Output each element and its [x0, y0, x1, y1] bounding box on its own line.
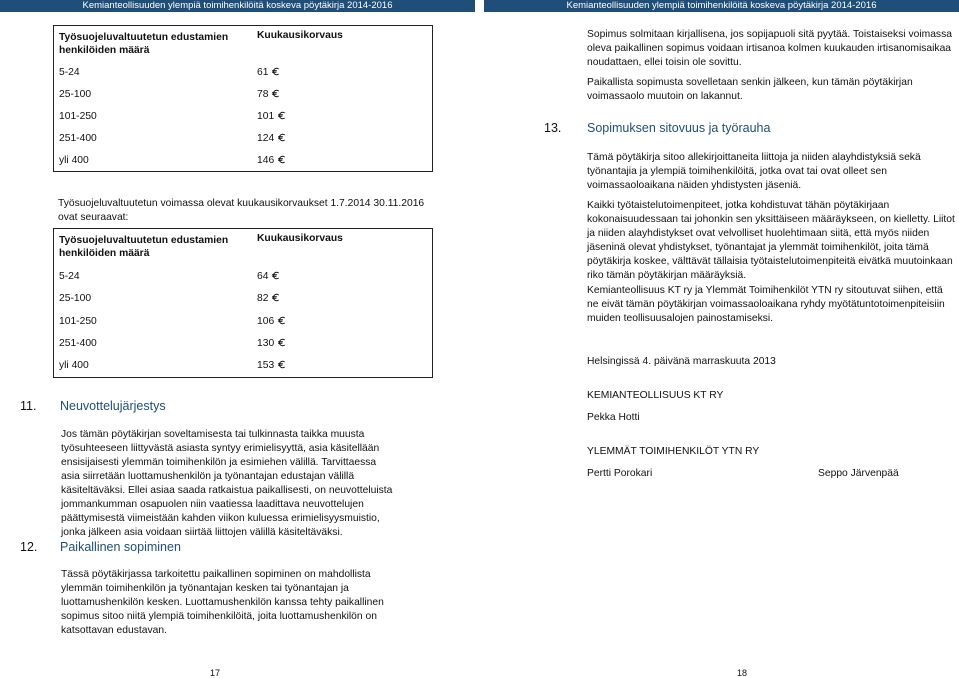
section-13-paragraph-3: Kemianteollisuus KT ry ja Ylemmät Toimihenkilöt YTN ry sitoutuvat siihen, että ne eivät tämän pöytäkirjan voimassaoloaikana ryhdy myötätuntotoimenpiteisiin muiden teollisuusalojen painostamiseksi. [587, 285, 945, 324]
euro-icon [277, 360, 286, 369]
signatory-org-kt: KEMIANTEOLLISUUS KT RY [587, 390, 724, 401]
compensation-intro-text: Työsuojeluvaltuutetun voimassa olevat kuukausikorvaukset 1.7.2014 30.11.2016 ovat seuraavat: [58, 198, 425, 223]
signing-place-date: Helsingissä 4. päivänä marraskuuta 2013 [587, 356, 776, 367]
agreement-validity-paragraph: Paikallista sopimusta sovelletaan senkin jälkeen, kun tämän pöytäkirjan voimassaolo muutoin on lakannut. [587, 77, 913, 102]
signatory-org-ytn: YLEMMÄT TOIMIHENKILÖT YTN RY [587, 446, 760, 457]
table-row: 101-250 101 [54, 106, 433, 128]
table-row: 5-24 61 [54, 62, 433, 84]
page-header-right: Kemianteollisuuden ylempiä toimihenkilöitä koskeva pöytäkirja 2014-2016 [484, 0, 959, 12]
section-number: 13. [544, 121, 562, 135]
table-row: 101-250 106 [54, 310, 433, 332]
euro-icon [277, 155, 286, 164]
section-number: 12. [20, 540, 38, 554]
section-12-body: Tässä pöytäkirjassa tarkoitettu paikallinen sopiminen on mahdollista ylemmän toimihenkilön ja työnantajan kesken tai työnantajan ja luottamushenkilön kesken. Luottamushenkilön kanssa tehty paikallinen sopimus sitoo niitä ylempiä toimihenkilöitä, joita luottamushenkilön on katsottavan edustavan. [61, 569, 384, 636]
euro-icon [277, 338, 286, 347]
compensation-table-current [53, 25, 433, 172]
section-11-body: Jos tämän pöytäkirjan soveltamisesta tai tulkinnasta taikka muusta työsuhteeseen liittyvästä asiasta syntyy erimielisyyttä, asia käsitellään ensisijaisesti ylemmän toimihenkilön ja esimiehen välillä. Tarvittaessa asia siirretään luottamushenkilön ja työnantajan edustajan välillä käsiteltäväksi. Ellei asiaa saada ratkaistua paikallisesti, on neuvotteluista jommankumman osapuolen niin vaatiessa laadittava neuvottelujen päättymisestä viimeistään kahden viikon kuluessa erimielisyysmuistio, jonka jälkeen asia voidaan siirtää liittojen välillä käsiteltäväksi. [61, 429, 393, 538]
table-row: 5-24 64 [54, 265, 433, 287]
section-12-heading [20, 540, 181, 554]
section-13-heading [544, 121, 770, 135]
euro-icon [277, 316, 286, 325]
section-number: 11. [20, 399, 37, 413]
section-title: Sopimuksen sitovuus ja työrauha [587, 121, 771, 135]
table-header-compensation: Kuukausikorvaus [257, 30, 343, 41]
euro-icon [277, 133, 286, 142]
table-row: 25-100 78 [54, 84, 433, 106]
table-row: 251-400 130 [54, 333, 433, 355]
page-number-left: 17 [210, 668, 221, 678]
section-title: Neuvottelujärjestys [60, 399, 166, 413]
section-title: Paikallinen sopiminen [60, 540, 181, 554]
table-row: yli 400 153 [54, 355, 433, 378]
euro-icon [271, 89, 280, 98]
euro-icon [277, 111, 286, 120]
table-header-persons: Työsuojeluvaltuutetun edustamien henkilöiden määrä [59, 31, 229, 56]
page-header-left: Kemianteollisuuden ylempiä toimihenkilöitä koskeva pöytäkirja 2014-2016 [0, 0, 475, 12]
table-row: 25-100 82 [54, 288, 433, 310]
table-header-persons: Työsuojeluvaltuutetun edustamien henkilöiden määrä [59, 235, 229, 260]
page-number-right: 18 [737, 668, 748, 678]
table-row: 251-400 124 [54, 128, 433, 150]
agreement-form-paragraph: Sopimus solmitaan kirjallisena, jos sopijapuoli sitä pyytää. Toistaiseksi voimassa oleva paikallinen sopimus voidaan irtisanoa kolmen kuukauden irtisanomisaikaa noudattaen, ellei toisin ole sovittu. [587, 29, 952, 68]
signatory-name: Pekka Hotti [587, 412, 640, 423]
table-header-compensation: Kuukausikorvaus [257, 233, 343, 244]
euro-icon [271, 67, 280, 76]
signatory-name: Seppo Järvenpää [818, 468, 899, 479]
compensation-table-new [53, 228, 433, 378]
euro-icon [271, 293, 280, 302]
section-11-heading [20, 399, 166, 413]
euro-icon [271, 271, 280, 280]
section-13-paragraph-2: Kaikki työtaistelutoimenpiteet, jotka kohdistuvat tähän pöytäkirjaan kokonaisuudessaan tai johonkin sen yksittäiseen määräykseen, on kielletty. Liitot ja niiden alayhdistykset ovat velvolliset huolehtimaan siitä, että myös niiden jäseninä olevat yhdistykset, työnantajat ja ylemmät toimihenkilöt, joita tämä pöytäkirja koskee, välttävät tällaisia työtaistelutoimenpiteitä eivätkä muutoinkaan riko tämän pöytäkirjan määräyksiä. [587, 200, 955, 281]
table-row: yli 400 146 [54, 150, 433, 172]
section-13-paragraph-1: Tämä pöytäkirja sitoo allekirjoittaneita liittoja ja niiden alayhdistyksiä sekä työnantajia ja ylempiä toimihenkilöitä, jotka ovat tai ovat olleet sen voimassaoloaikana näiden yhdistysten jäseniä. [587, 152, 921, 191]
signatory-name: Pertti Porokari [587, 468, 653, 479]
